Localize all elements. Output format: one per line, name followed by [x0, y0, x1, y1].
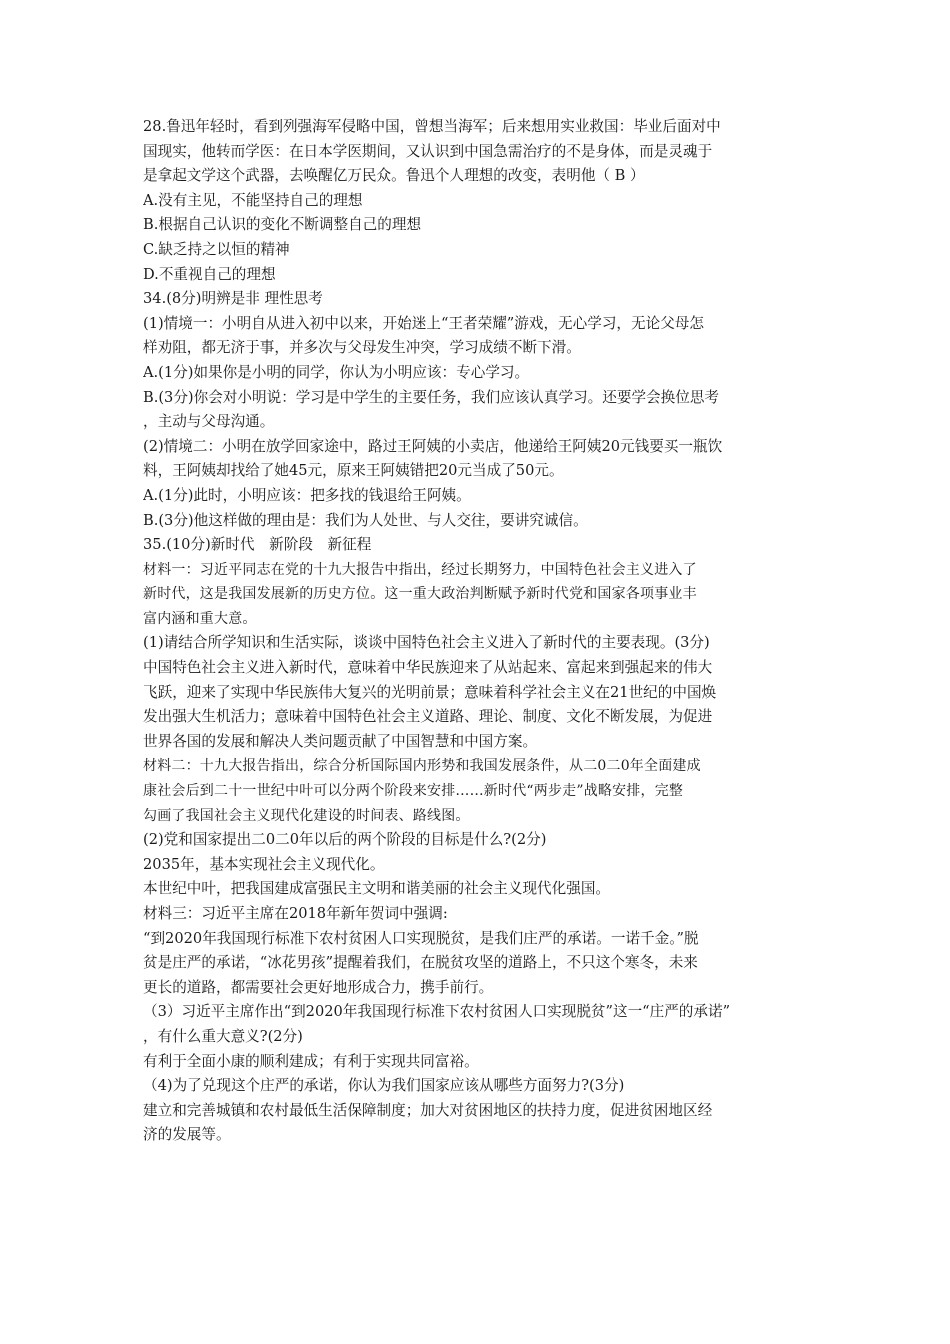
text-line: 国现实，他转而学医：在日本学医期间，又认识到中国急需治疗的不是身体，而是灵魂于	[143, 142, 713, 160]
text-line: ，有什么重大意义?(2分)	[143, 1027, 303, 1045]
text-line: 新时代，这是我国发展新的历史方位。这一重大政治判断赋予新时代党和国家各项事业丰	[143, 586, 697, 603]
text-line: 是拿起文学这个武器，去唤醒亿万民众。鲁迅个人理想的改变，表明他（ B ）	[143, 167, 645, 185]
text-line: C.缺乏持之以恒的精神	[143, 240, 290, 258]
text-line: 有利于全面小康的顺利建成；有利于实现共同富裕。	[143, 1052, 479, 1070]
text-line: (2)情境二：小明在放学回家途中，路过王阿姨的小卖店，他递给王阿姨20元钱要买一瓶饮	[143, 437, 723, 455]
text-line: A.没有主见，不能坚持自己的理想	[143, 191, 363, 209]
text-line: 35.(10分)新时代 新阶段 新征程	[143, 536, 372, 554]
text-line: A.(1分)如果你是小明的同学，你认为小明应该：专心学习。	[143, 363, 530, 381]
text-line: 济的发展等。	[143, 1126, 231, 1144]
text-line: 富内涵和重大意。	[143, 610, 257, 627]
text-line: A.(1分)此时，小明应该：把多找的钱退给王阿姨。	[143, 486, 471, 504]
text-line: ，主动与父母沟通。	[143, 413, 275, 431]
text-line: “到2020年我国现行标准下农村贫困人口实现脱贫，是我们庄严的承诺。一诺千金。”脱	[143, 929, 699, 947]
text-line: （4)为了兑现这个庄严的承诺，你认为我们国家应该从哪些方面努力?(3分)	[143, 1077, 625, 1095]
text-line: 康社会后到二十一世纪中叶可以分两个阶段来安排……新时代“两步走”战略安排，完整	[143, 783, 684, 800]
text-line: 样劝阻，都无济于事，并多次与父母发生冲突，学习成绩不断下滑。	[143, 339, 581, 357]
text-line: 28.鲁迅年轻时，看到列强海军侵略中国，曾想当海军；后来想用实业救国：毕业后面对中	[143, 118, 721, 135]
text-line: 本世纪中叶，把我国建成富强民主文明和谐美丽的社会主义现代化强国。	[143, 880, 611, 898]
text-line: 材料三：习近平主席在2018年新年贺词中强调:	[143, 905, 448, 922]
text-line: 34.(8分)明辨是非 理性思考	[143, 290, 323, 308]
text-line: 材料一：习近平同志在党的十九大报告中指出，经过长期努力，中国特色社会主义进入了	[143, 561, 697, 578]
text-line: 更长的道路，都需要社会更好地形成合力，携手前行。	[143, 978, 494, 996]
text-line: 2035年，基本实现社会主义现代化。	[143, 855, 385, 873]
text-line: 贫是庄严的承诺，“冰花男孩”提醒着我们，在脱贫攻坚的道路上，不只这个寒冬，未来	[143, 954, 698, 972]
text-line: 中国特色社会主义进入新时代，意味着中华民族迎来了从站起来、富起来到强起来的伟大	[143, 659, 713, 677]
text-line: 料，王阿姨却找给了她45元，原来王阿姨错把20元当成了50元。	[143, 462, 564, 480]
text-line: (2)党和国家提出二0二0年以后的两个阶段的目标是什么?(2分)	[143, 831, 547, 849]
text-line: D.不重视自己的理想	[143, 265, 276, 283]
text-line: 世界各国的发展和解决人类问题贡献了中国智慧和中国方案。	[143, 732, 538, 750]
text-line: 发出强大生机活力；意味着中国特色社会主义道路、理论、制度、文化不断发展，为促进	[143, 708, 713, 726]
document-page	[143, 115, 815, 1148]
text-line: (1)请结合所学知识和生活实际，谈谈中国特色社会主义进入了新时代的主要表现。(3分)	[143, 634, 710, 652]
text-line: 建立和完善城镇和农村最低生活保障制度；加大对贫困地区的扶持力度，促进贫困地区经	[143, 1101, 713, 1119]
text-line: B.根据自己认识的变化不断调整自己的理想	[143, 216, 422, 234]
text-line: B.(3分)他这样做的理由是：我们为人处世、与人交往，要讲究诚信。	[143, 511, 588, 529]
text-line: 飞跃，迎来了实现中华民族伟大复兴的光明前景；意味着科学社会主义在21世纪的中国焕	[143, 683, 717, 701]
text-line: B.(3分)你会对小明说：学习是中学生的主要任务，我们应该认真学习。还要学会换位思考	[143, 388, 720, 406]
text-line: （3）习近平主席作出“到2020年我国现行标准下农村贫困人口实现脱贫”这一“庄严的承诺”	[143, 1003, 731, 1021]
text-line: 材料二：十九大报告指出，综合分析国际国内形势和我国发展条件，从二0二0年全面建成	[143, 758, 701, 775]
text-line: 勾画了我国社会主义现代化建设的时间表、路线图。	[143, 807, 470, 824]
text-line: (1)情境一：小明自从进入初中以来，开始迷上“王者荣耀”游戏，无心学习，无论父母怎	[143, 314, 704, 332]
